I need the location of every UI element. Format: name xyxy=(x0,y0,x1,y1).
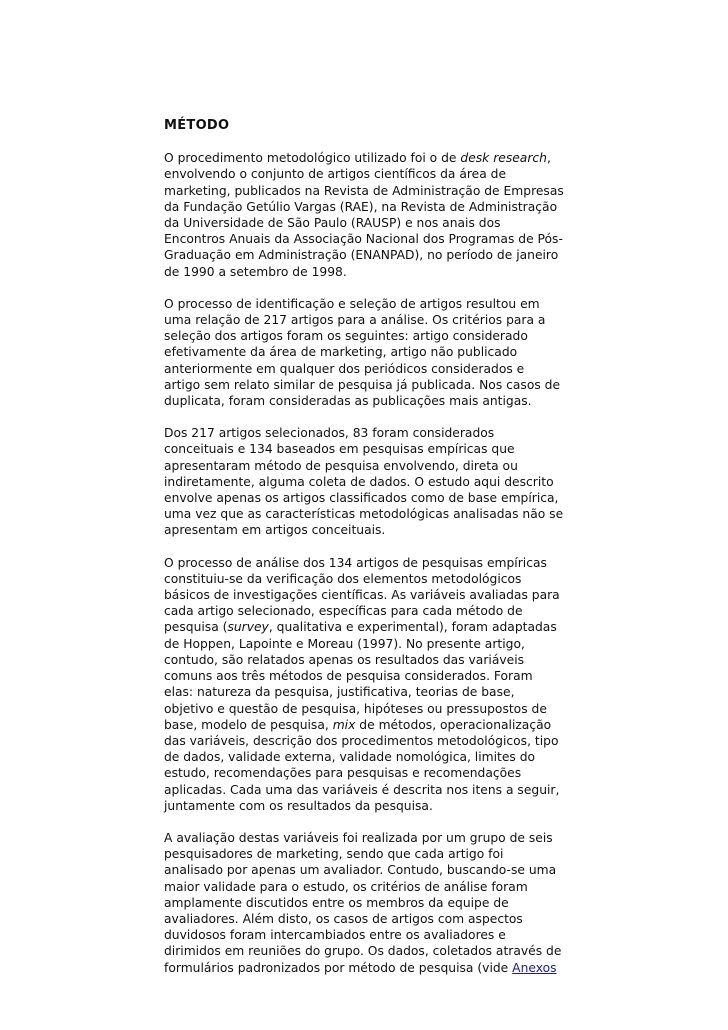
article-body xyxy=(164,118,564,992)
paragraph-4 xyxy=(164,555,564,814)
paragraph-5 xyxy=(164,830,564,976)
paragraph-1-text-b: , envolvendo o conjunto de artigos científicos da área de marketing, publicados na Revista de Administração de Empresas da Fundação Getúlio Vargas (RAE), na Revista de Administração da Universidade de São Paulo (RAUSP) e nos anais dos Encontros Anuais da Associação Nacional dos Programas de Pós-Graduação em Administração (ENANPAD), no período de janeiro de 1990 a setembro de 1998. xyxy=(164,151,564,279)
paragraph-1-italic: desk research xyxy=(460,151,547,166)
paragraph-4-text-b: , qualitativa e experimental), foram adaptadas de Hoppen, Lapointe e Moreau (1997). No presente artigo, contudo, são relatados apenas os resultados das variáveis comuns aos três métodos de pesquisa considerados. Foram elas: natureza da pesquisa, justificativa, teorias de base, objetivo e questão de pesquisa, hipóteses ou pressupostos de base, modelo de pesquisa, xyxy=(164,620,557,732)
paragraph-5-text: A avaliação destas variáveis foi realizada por um grupo de seis pesquisadores de marketing, sendo que cada artigo foi analisado por apenas um avaliador. Contudo, buscando-se uma maior validade para o estudo, os critérios de análise foram amplamente discutidos entre os membros da equipe de avaliadores. Além disto, os casos de artigos com aspectos duvidosos foram intercambiados entre os avaliadores e dirimidos em reuniões do grupo. Os dados, coletados através de formulários padronizados por método de pesquisa (vide xyxy=(164,830,562,975)
paragraph-1-text-a: O procedimento metodológico utilizado foi o de xyxy=(164,151,461,166)
paragraph-4-italic-survey: survey xyxy=(227,620,269,635)
annex-link[interactable]: Anexos xyxy=(512,960,557,975)
paragraph-2: O processo de identificação e seleção de artigos resultou em uma relação de 217 artigos para a análise. Os critérios para a seleção dos artigos foram os seguintes: artigo considerado efetivamente da área de marketing, artigo não publicado anteriormente em qualquer dos periódicos considerados e artigo sem relato similar de pesquisa já publicada. Nos casos de duplicata, foram consideradas as publicações mais antigas. xyxy=(164,296,561,409)
paragraph-1 xyxy=(164,150,564,280)
paragraph-4-italic-mix: mix xyxy=(332,717,356,732)
section-heading: MÉTODO xyxy=(164,118,230,133)
paragraph-4-text-a: O processo de análise dos 134 artigos de pesquisas empíricas constituiu-se da verificação dos elementos metodológicos básicos de investigações científicas. As variáveis avaliadas para cada artigo selecionado, específicas para cada método de pesquisa ( xyxy=(164,555,560,635)
paragraph-3: Dos 217 artigos selecionados, 83 foram considerados conceituais e 134 baseados em pesquisas empíricas que apresentaram método de pesquisa envolvendo, direta ou indiretamente, alguma coleta de dados. O estudo aqui descrito envolve apenas os artigos classificados como de base empírica, uma vez que as características metodológicas analisadas não se apresentam em artigos conceituais. xyxy=(164,426,564,538)
paragraph-4-text-c: de métodos, operacionalização das variáveis, descrição dos procedimentos metodológicos, tipo de dados, validade externa, validade nomológica, limites do estudo, recomendações para pesquisas e recomendações aplicadas. Cada uma das variáveis é descrita nos itens a seguir, juntamente com os resultados da pesquisa. xyxy=(164,717,560,813)
